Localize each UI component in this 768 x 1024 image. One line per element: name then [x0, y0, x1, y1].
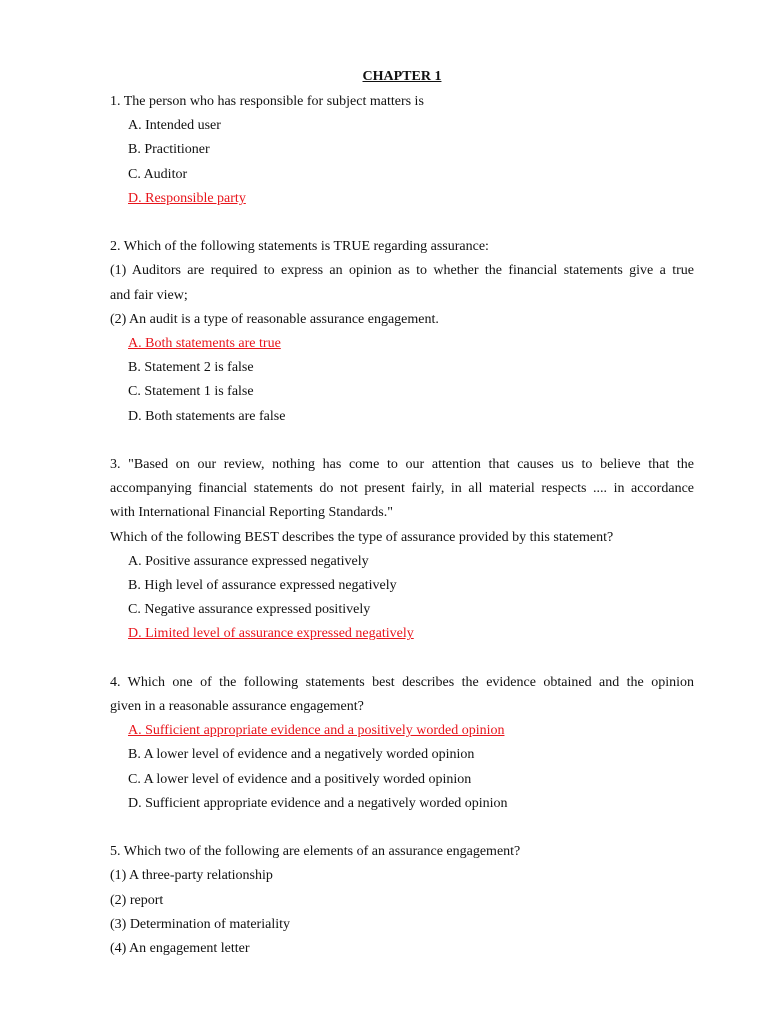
option-d: D. Both statements are false — [128, 408, 286, 424]
question-stem-line-2: given in a reasonable assurance engagement? — [110, 699, 364, 715]
statement-2: (2) An audit is a type of reasonable assurance engagement. — [110, 311, 439, 327]
option-d: D. Sufficient appropriate evidence and a negatively worded opinion — [128, 795, 508, 811]
question-stem: 2. Which of the following statements is TRUE regarding assurance: — [110, 239, 489, 255]
option-b: B. Statement 2 is false — [128, 360, 254, 376]
element-item-4: (4) An engagement letter — [110, 941, 250, 957]
quote-line-3: with International Financial Reporting Standards." — [110, 505, 393, 521]
option-c: C. Auditor — [128, 166, 188, 182]
option-a: A. Intended user — [128, 118, 221, 134]
option-d-correct: D. Responsible party — [128, 190, 246, 206]
option-b: B. High level of assurance expressed negatively — [128, 578, 397, 594]
statement-1-line-2: and fair view; — [110, 287, 188, 303]
chapter-title: CHAPTER 1 — [362, 69, 442, 84]
option-c: C. A lower level of evidence and a positively worded opinion — [128, 771, 472, 787]
question-2 — [110, 235, 694, 429]
element-item-2: (2) report — [110, 892, 164, 908]
option-d-correct: D. Limited level of assurance expressed negatively — [128, 626, 414, 642]
option-a-correct: A. Both statements are true — [128, 336, 281, 352]
option-b: B. Practitioner — [128, 142, 210, 158]
document-body — [110, 66, 694, 961]
option-c: C. Negative assurance expressed positively — [128, 602, 371, 618]
question-5 — [110, 840, 694, 961]
element-item-1: (1) A three-party relationship — [110, 868, 273, 884]
question-stem: 5. Which two of the following are elements of an assurance engagement? — [110, 844, 521, 860]
quote-line-2: accompanying financial statements do not present fairly, in all material respects .... in accordance — [110, 481, 694, 497]
element-item-3: (3) Determination of materiality — [110, 916, 290, 932]
option-b: B. A lower level of evidence and a negatively worded opinion — [128, 747, 475, 763]
question-3 — [110, 453, 694, 647]
question-stem: 1. The person who has responsible for subject matters is — [110, 94, 424, 109]
question-stem: Which of the following BEST describes the type of assurance provided by this statement? — [110, 529, 614, 545]
quote-line-1: 3. "Based on our review, nothing has come to our attention that causes us to believe that the — [110, 457, 694, 473]
option-a: A. Positive assurance expressed negatively — [128, 553, 369, 569]
statement-1-line-1: (1) Auditors are required to express an opinion as to whether the financial statements give a true — [110, 263, 694, 279]
option-a-correct: A. Sufficient appropriate evidence and a positively worded opinion — [128, 723, 505, 739]
question-1 — [110, 90, 694, 211]
question-stem-line-1: 4. Which one of the following statements best describes the evidence obtained and the opinion — [110, 674, 694, 690]
question-4 — [110, 671, 694, 816]
option-c: C. Statement 1 is false — [128, 384, 254, 400]
